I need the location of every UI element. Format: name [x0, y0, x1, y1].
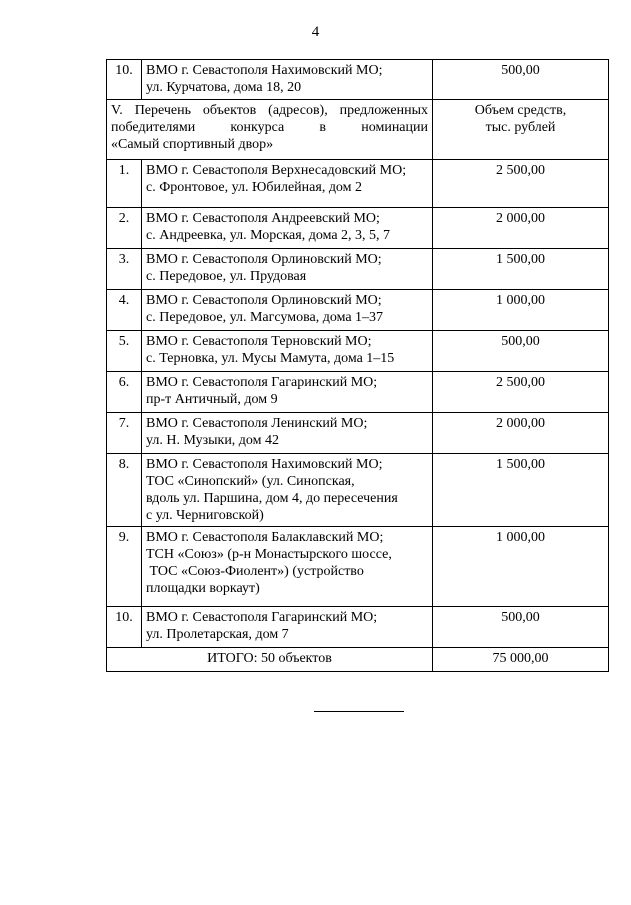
row-description-line: ВМО г. Севастополя Андреевский МО; [146, 211, 380, 226]
row-description-line: ул. Н. Музыки, дом 42 [146, 433, 280, 448]
row-description-line: пр-т Античный, дом 9 [146, 392, 278, 407]
total-row [107, 648, 609, 672]
row-description [142, 208, 433, 249]
row-amount: 500,00 [433, 331, 609, 372]
row-amount: 1 500,00 [433, 249, 609, 290]
amount-column-header [433, 100, 609, 160]
table-row [107, 527, 609, 607]
page-number: 4 [311, 24, 320, 40]
row-description-line: вдоль ул. Паршина, дом 4, до пересечения [146, 491, 398, 506]
row-description-line: с. Передовое, ул. Магсумова, дома 1–37 [146, 310, 384, 325]
row-description [142, 290, 433, 331]
row-description-line: ВМО г. Севастополя Нахимовский МО; [146, 63, 383, 78]
row-number: 10. [107, 607, 142, 648]
row-description [142, 527, 433, 607]
row-amount: 1 500,00 [433, 454, 609, 527]
table-row [107, 290, 609, 331]
section-title-line: «Самый спортивный двор» [111, 137, 274, 152]
section-title-line: V. Перечень объектов (адресов), предложенных [111, 103, 428, 118]
row-number: 5. [107, 331, 142, 372]
row-description-line: площадки воркаут) [146, 581, 260, 596]
row-description-line: ВМО г. Севастополя Ленинский МО; [146, 416, 368, 431]
row-number: 9. [107, 527, 142, 607]
row-description [142, 60, 433, 100]
row-description [142, 372, 433, 413]
section-title-line: победителями конкурса в номинации [111, 120, 428, 135]
row-number: 1. [107, 160, 142, 208]
row-description-line: ВМО г. Севастополя Орлиновский МО; [146, 293, 382, 308]
row-amount: 500,00 [433, 607, 609, 648]
row-amount: 500,00 [433, 60, 609, 100]
table-row [107, 208, 609, 249]
row-description [142, 413, 433, 454]
table-row [107, 60, 609, 100]
row-description-line: с. Терновка, ул. Мусы Мамута, дома 1–15 [146, 351, 395, 366]
row-description-line: ТСН «Союз» (р-н Монастырского шоссе, [146, 547, 392, 562]
row-description-line: ТОС «Синопский» (ул. Синопская, [146, 474, 355, 489]
row-number: 10. [107, 60, 142, 100]
row-amount: 2 000,00 [433, 413, 609, 454]
row-description [142, 249, 433, 290]
row-description-line: с ул. Черниговской) [146, 508, 264, 523]
row-description-line: ул. Курчатова, дома 18, 20 [146, 80, 302, 95]
row-description [142, 331, 433, 372]
amount-header-line: Объем средств, [474, 103, 567, 118]
row-amount: 1 000,00 [433, 527, 609, 607]
row-amount: 2 000,00 [433, 208, 609, 249]
table-row [107, 454, 609, 527]
row-amount: 1 000,00 [433, 290, 609, 331]
row-description-line: ВМО г. Севастополя Верхнесадовский МО; [146, 163, 407, 178]
section-header-row [107, 100, 609, 160]
table-row [107, 160, 609, 208]
row-description [142, 160, 433, 208]
row-description-line: ВМО г. Севастополя Терновский МО; [146, 334, 372, 349]
row-description-line: ТОС «Союз-Фиолент») (устройство [146, 564, 364, 579]
amount-header-line: тыс. рублей [485, 120, 556, 135]
row-number: 2. [107, 208, 142, 249]
row-description-line: с. Передовое, ул. Прудовая [146, 269, 307, 284]
row-description [142, 454, 433, 527]
row-amount: 2 500,00 [433, 160, 609, 208]
row-description-line: с. Фронтовое, ул. Юбилейная, дом 2 [146, 180, 363, 195]
table-row [107, 372, 609, 413]
total-amount: 75 000,00 [433, 648, 609, 672]
row-description-line: ВМО г. Севастополя Балаклавский МО; [146, 530, 384, 545]
table-row [107, 413, 609, 454]
row-number: 7. [107, 413, 142, 454]
row-description-line: ВМО г. Севастополя Гагаринский МО; [146, 610, 378, 625]
section-title [107, 100, 433, 160]
row-description-line: ВМО г. Севастополя Гагаринский МО; [146, 375, 378, 390]
row-number: 8. [107, 454, 142, 527]
table-row [107, 249, 609, 290]
row-description-line: ул. Пролетарская, дом 7 [146, 627, 289, 642]
total-label: ИТОГО: 50 объектов [107, 648, 433, 672]
table-row [107, 331, 609, 372]
row-description-line: ВМО г. Севастополя Орлиновский МО; [146, 252, 382, 267]
row-number: 3. [107, 249, 142, 290]
row-description [142, 607, 433, 648]
row-number: 6. [107, 372, 142, 413]
row-amount: 2 500,00 [433, 372, 609, 413]
table-row [107, 607, 609, 648]
row-number: 4. [107, 290, 142, 331]
objects-table [106, 59, 609, 672]
end-rule [314, 711, 404, 712]
row-description-line: ВМО г. Севастополя Нахимовский МО; [146, 457, 383, 472]
row-description-line: с. Андреевка, ул. Морская, дома 2, 3, 5, 7 [146, 228, 391, 243]
